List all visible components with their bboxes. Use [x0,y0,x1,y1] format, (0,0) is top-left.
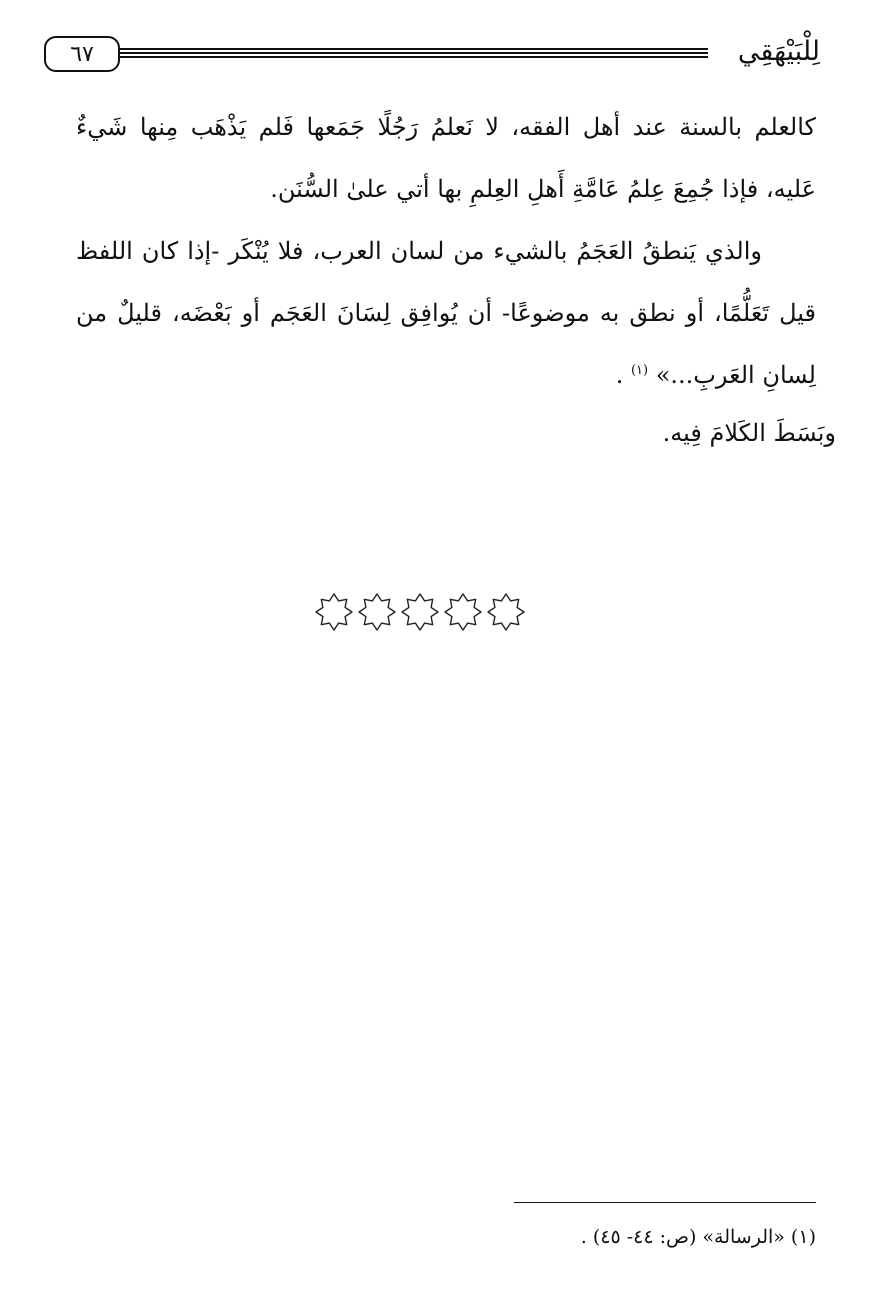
paragraph-2-line-3 [76,344,816,406]
paragraph-2-end-mark: . [615,361,631,389]
page-header [44,32,820,76]
star-ornament-icon [486,592,526,632]
footnote-reference[interactable]: (١) [630,363,649,378]
header-rule [120,48,708,58]
paragraph-1 [76,96,816,220]
paragraph-2-line-1: والذي يَنطقُ العَجَمُ بالشيء من لسان العرب، فلا يُنْكَر -إذا كان اللفظ [76,237,762,265]
footnote-separator [514,1202,816,1203]
paragraph-2-line-2: قيل تَعَلُّمًا، أو نطق به موضوعًا- أن يُوافِق لِسَانَ العَجَم أو بَعْضَه، قليلٌ من [76,299,816,327]
footnote-1: (١) «الرسالة» (ص: ٤٤- ٤٥) . [580,1226,816,1248]
paragraph-1-line-1: كالعلم بالسنة عند أهل الفقه، لا نَعلمُ رَجُلًا جَمَعها فَلم يَذْهَب مِنها شَيءٌ [76,113,816,141]
star-ornament-icon [400,592,440,632]
running-title: لِلْبَيْهَقِي [737,36,820,67]
star-ornament-icon [357,592,397,632]
paragraph-2 [76,220,816,406]
paragraph-3: وبَسَطَ الكَلامَ فِيه. [662,419,836,447]
paragraph-2-line-3-text: لِسانِ العَربِ...» [655,361,816,389]
section-ornament [314,592,526,632]
paragraph-1-line-2: عَليه، فإذا جُمِعَ عِلمُ عَامَّةِ أَهلِ العِلمِ بها أتي علىٰ السُّنَن. [270,175,816,203]
page-number: ٦٧ [44,36,120,72]
star-ornament-icon [443,592,483,632]
star-ornament-icon [314,592,354,632]
